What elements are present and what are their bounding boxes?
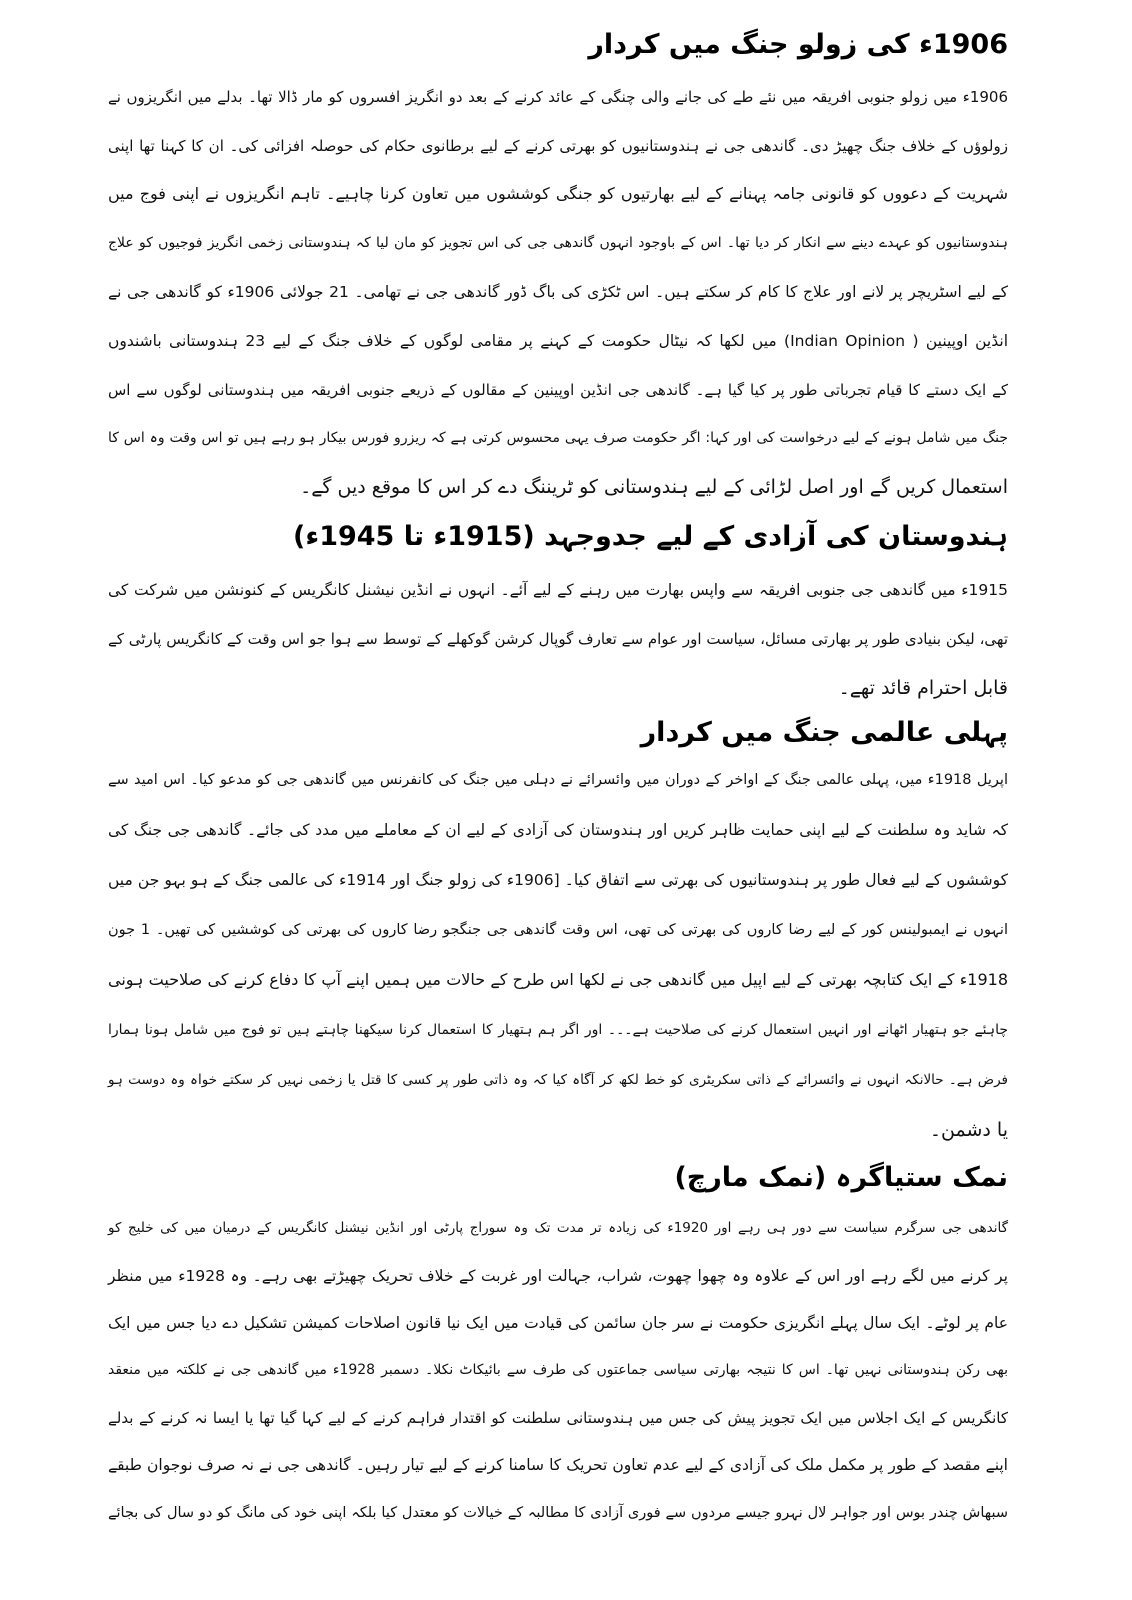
section-heading: ہندوستان کی آزادی کے لیے جدوجہد (1915ء تا 1945ء) xyxy=(293,521,1008,552)
paragraph-line: پر کرنے میں لگے رہے اور اس کے علاوہ وہ چھوا چھوت، شراب، جہالت اور غربت کے خلاف تحریک چھیڑتے بھی رہے۔ وہ 1928ء میں منظر xyxy=(108,1267,1008,1285)
paragraph-line: سبھاش چندر بوس اور جواہر لال نہرو جیسے مردوں سے فوری آزادی کا مطالبہ کے خیالات کو معتدل کیا بلکہ اپنی خود کی مانگ کو دو سال کی بجائے xyxy=(108,1505,1008,1521)
paragraph-line: چاہئے جو ہتھیار اٹھانے اور انہیں استعمال کرنے کی صلاحیت ہے۔۔۔ اور اگر ہم ہتھیار کا استعمال کرنا سیکھنا چاہتے ہیں تو فوج میں شامل ہونا ہمارا xyxy=(108,1022,1008,1038)
paragraph-line: کوششوں کے لیے فعال طور پر ہندوستانیوں کی بھرتی سے اتفاق کیا۔ [1906ء کی زولو جنگ اور 1914ء کی عالمی جنگ کے ہو بہو جن میں xyxy=(108,871,1008,889)
paragraph-line: کے لیے اسٹریچر پر لانے اور علاج کا کام کر سکتے ہیں۔ اس ٹکڑی کی باگ ڈور گاندھی جی نے تھامی۔ 21 جولائی 1906ء کو گاندھی جی نے xyxy=(108,283,1008,301)
paragraph-line: بھی رکن ہندوستانی نہیں تھا۔ اس کا نتیجہ بھارتی سیاسی جماعتوں کی طرف سے بائیکاٹ نکلا۔ دسمبر 1928ء میں گاندھی جی نے کلکتہ میں منعقد xyxy=(108,1362,1008,1378)
paragraph-line: شہریت کے دعووں کو قانونی جامہ پہنانے کے لیے بھارتیوں کو جنگی کوششوں میں تعاون کرنا چاہیے۔ تاہم انگریزوں نے اپنی فوج میں xyxy=(108,184,1008,203)
section-heading: نمک ستیاگرہ (نمک مارچ) xyxy=(674,1162,1008,1193)
paragraph-line: زولوؤں کے خلاف جنگ چھیڑ دی۔ گاندھی جی نے ہندوستانیوں کو بھرتی کرنے کے لیے برطانوی حکام کی حوصلہ افزائی کی۔ ان کا کہنا تھا اپنی xyxy=(108,137,1008,155)
paragraph-line: گاندھی جی سرگرم سیاست سے دور ہی رہے اور 1920ء کی زیادہ تر مدت تک وہ سوراج پارٹی اور انڈین نیشنل کانگریس کے درمیان میں کی خلیج کو xyxy=(108,1220,1008,1236)
paragraph-line: کانگریس کے ایک اجلاس میں ایک تجویز پیش کی جس میں ہندوستانی سلطنت کو اقتدار فراہم کرنے کے لیے کہا گیا تھا یا ایسا نہ کرنے کے بدلے xyxy=(108,1409,1008,1427)
paragraph-line: ہندوستانیوں کو عہدے دینے سے انکار کر دیا تھا۔ اس کے باوجود انہوں گاندھی جی کی اس تجویز کو مان لیا کہ ہندوستانی زخمی انگریز فوجیوں کو علاج xyxy=(108,235,1008,251)
paragraph-line: فرض ہے۔ حالانکہ انہوں نے وائسرائے کے ذاتی سکریٹری کو خط لکھ کر آگاہ کیا کہ وہ ذاتی طور پر کسی کا قتل یا زخمی نہیں کر سکتے خواہ وہ دوست ہو xyxy=(108,1072,1008,1088)
paragraph-line: انڈین اوپینین ( Indian Opinion) میں لکھا کہ نیٹال حکومت کے کہنے پر مقامی لوگوں کے خلاف جنگ کے لیے 23 ہندوستانی باشندوں xyxy=(108,332,1008,350)
section-heading: 1906ء کی زولو جنگ میں کردار xyxy=(588,29,1008,60)
paragraph-line: قابل احترام قائد تھے۔ xyxy=(838,677,1008,699)
paragraph-line: یا دشمن۔ xyxy=(929,1119,1008,1141)
paragraph-line: 1906ء میں زولو جنوبی افریقہ میں نئے طے کی جانے والی چنگی کے عائد کرنے کے بعد دو انگریز افسروں کو مار ڈالا تھا۔ بدلے میں انگریزوں نے xyxy=(108,88,1008,106)
paragraph-line: اپریل 1918ء میں، پہلی عالمی جنگ کے اواخر کے دوران میں وائسرائے نے دہلی میں جنگ کی کانفرنس میں گاندھی جی کو مدعو کیا۔ اس امید سے xyxy=(108,772,1008,788)
paragraph-line: 1915ء میں گاندھی جی جنوبی افریقہ سے واپس بھارت میں رہنے کے لیے آئے۔ انہوں نے انڈین نیشنل کانگریس کے کنونشن میں شرکت کی xyxy=(108,581,1008,599)
paragraph-line: کے ایک دستے کا قیام تجرباتی طور پر کیا گیا ہے۔ گاندھی جی انڈین اوپینین کے مقالوں کے ذریعے جنوبی افریقہ میں ہندوستانی لوگوں سے اس xyxy=(108,381,1008,399)
paragraph-line: انہوں نے ایمبولینس کور کے لیے رضا کاروں کی بھرتی کی تھی، اس وقت گاندھی جی جنگجو رضا کاروں کی بھرتی کی کوششیں کی تھیں۔ 1 جون xyxy=(108,922,1008,938)
paragraph-line: عام پر لوٹے۔ ایک سال پہلے انگریزی حکومت نے سر جان سائمن کی قیادت میں ایک نیا قانون اصلاحات کمیشن تشکیل دے دیا جس میں ایک xyxy=(108,1314,1008,1332)
paragraph-line: 1918ء کے ایک کتابچہ بھرتی کے لیے اپیل میں گاندھی جی نے لکھا اس طرح کے حالات میں ہمیں اپنے آپ کا دفاع کرنے کی صلاحیت ہونی xyxy=(108,970,1008,989)
section-heading: پہلی عالمی جنگ میں کردار xyxy=(640,717,1008,748)
paragraph-line: اپنے مقصد کے طور پر مکمل ملک کی آزادی کے لیے عدم تعاون تحریک کا سامنا کرنے کے لیے تیار رہیں۔ گاندھی جی نے نہ صرف نوجوان طبقے xyxy=(108,1456,1008,1474)
paragraph-line: جنگ میں شامل ہونے کے لیے درخواست کی اور کہا: اگر حکومت صرف یہی محسوس کرتی ہے کہ ریزرو فورس بیکار ہو رہے ہیں تو اس وقت وہ اس کا xyxy=(108,430,1008,446)
paragraph-line: تھی، لیکن بنیادی طور پر بھارتی مسائل، سیاست اور عوام سے تعارف گوپال کرشن گوکھلے کے توسط سے ہوا جو اس وقت کے کانگریس پارٹی کے xyxy=(108,630,1008,648)
paragraph-line: کہ شاید وہ سلطنت کے لیے اپنی حمایت ظاہر کریں اور ہندوستان کی آزادی کے لیے ان کے معاملے میں مدد کی جائے۔ گاندھی جی جنگ کی xyxy=(108,821,1008,839)
paragraph-line: استعمال کریں گے اور اصل لڑائی کے لیے ہندوستانی کو ٹریننگ دے کر اس کا موقع دیں گے۔ xyxy=(300,476,1008,498)
